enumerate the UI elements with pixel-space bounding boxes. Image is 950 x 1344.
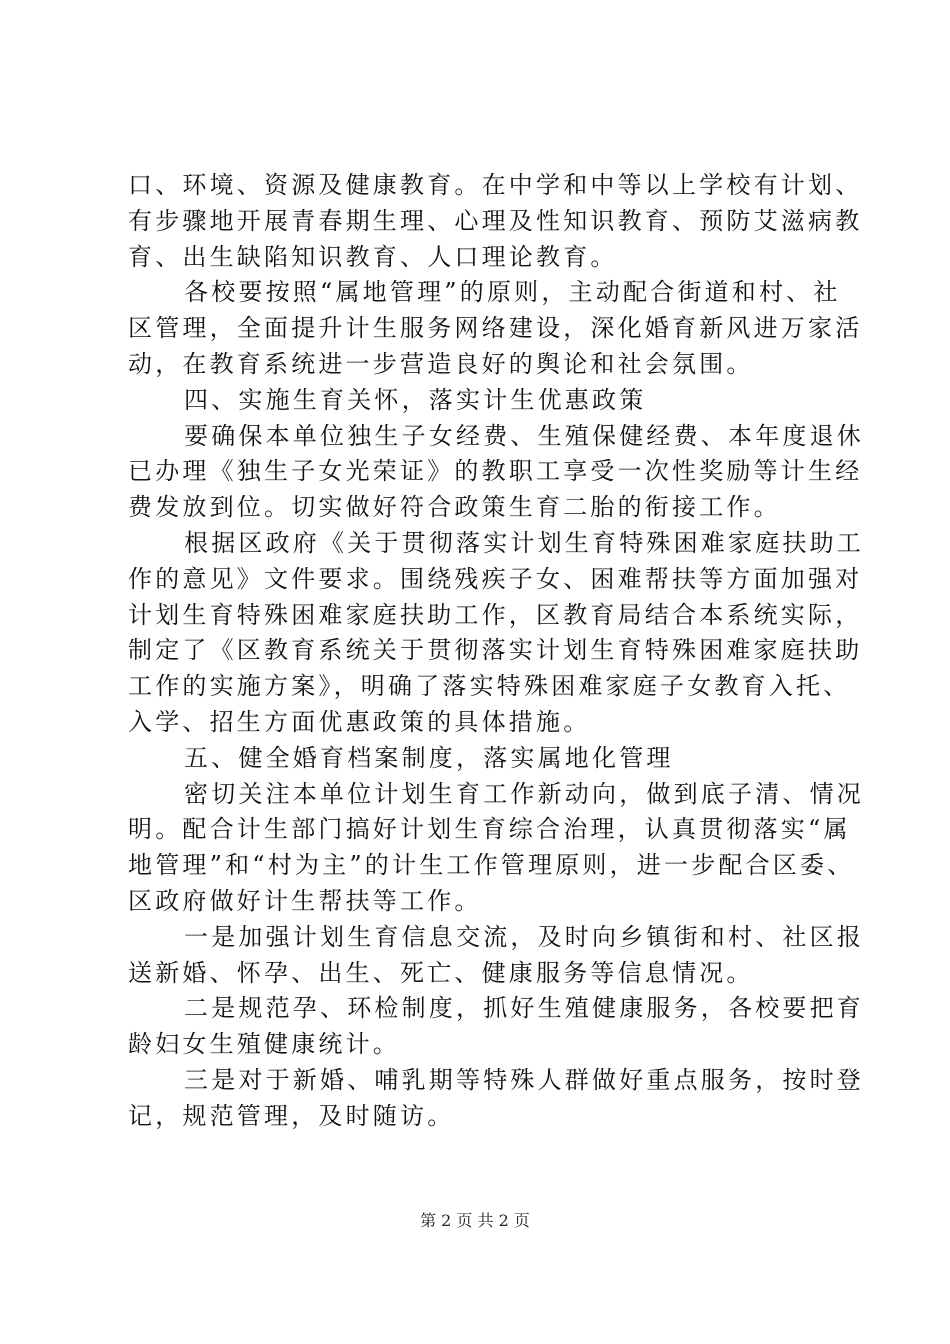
section-heading: 四、实施生育关怀，落实计生优惠政策 <box>184 385 647 414</box>
paragraph-start-line: 根据区政府《关于贯彻落实计划生育特殊困难家庭扶助工 <box>184 528 864 557</box>
text-line: 工作的实施方案》，明确了落实特殊困难家庭子女教育入托、 <box>128 672 851 701</box>
text-line: 制定了《区教育系统关于贯彻落实计划生育特殊困难家庭扶助 <box>128 636 863 665</box>
text-line: 计划生育特殊困难家庭扶助工作，区教育局结合本系统实际， <box>128 600 863 629</box>
text-line: 育、出生缺陷知识教育、人口理论教育。 <box>128 242 618 271</box>
text-line: 已办理《独生子女光荣证》的教职工享受一次性奖励等计生经 <box>128 457 863 486</box>
text-line: 动，在教育系统进一步营造良好的舆论和社会氛围。 <box>128 349 754 378</box>
page-number-label: 第 2 页 共 2 页 <box>420 1211 530 1230</box>
text-line: 费发放到位。切实做好符合政策生育二胎的衔接工作。 <box>128 493 781 522</box>
paragraph-start-line: 二是规范孕、环检制度，抓好生殖健康服务，各校要把育 <box>184 994 864 1023</box>
text-line: 口、环境、资源及健康教育。在中学和中等以上学校有计划、 <box>128 171 863 199</box>
text-line: 送新婚、怀孕、出生、死亡、健康服务等信息情况。 <box>128 958 754 987</box>
text-line: 明。配合计生部门搞好计划生育综合治理，认真贯彻落实“属 <box>128 815 851 844</box>
paragraph-start-line: 密切关注本单位计划生育工作新动向，做到底子清、情况 <box>184 779 864 808</box>
text-line: 有步骤地开展青春期生理、心理及性知识教育、预防艾滋病教 <box>128 206 863 235</box>
page-footer <box>0 1210 950 1232</box>
text-line: 龄妇女生殖健康统计。 <box>128 1030 400 1059</box>
text-line: 入学、招生方面优惠政策的具体措施。 <box>128 707 591 736</box>
text-line: 区管理，全面提升计生服务网络建设，深化婚育新风进万家活 <box>128 314 863 343</box>
text-line: 记，规范管理，及时随访。 <box>128 1101 455 1130</box>
text-line: 区政府做好计生帮扶等工作。 <box>128 886 482 915</box>
section-heading: 五、健全婚育档案制度，落实属地化管理 <box>184 743 674 772</box>
text-line: 作的意见》文件要求。围绕残疾子女、困难帮扶等方面加强对 <box>128 564 863 593</box>
text-line: 地管理”和“村为主”的计生工作管理原则，进一步配合区委、 <box>128 851 855 880</box>
paragraph-start-line: 一是加强计划生育信息交流，及时向乡镇街和村、社区报 <box>184 922 864 951</box>
paragraph-start-line: 三是对于新婚、哺乳期等特殊人群做好重点服务，按时登 <box>184 1065 864 1094</box>
document-body <box>128 168 864 1135</box>
paragraph-start-line: 要确保本单位独生子女经费、生殖保健经费、本年度退休 <box>184 421 864 450</box>
paragraph-start-line: 各校要按照“属地管理”的原则，主动配合街道和村、社 <box>184 278 841 307</box>
